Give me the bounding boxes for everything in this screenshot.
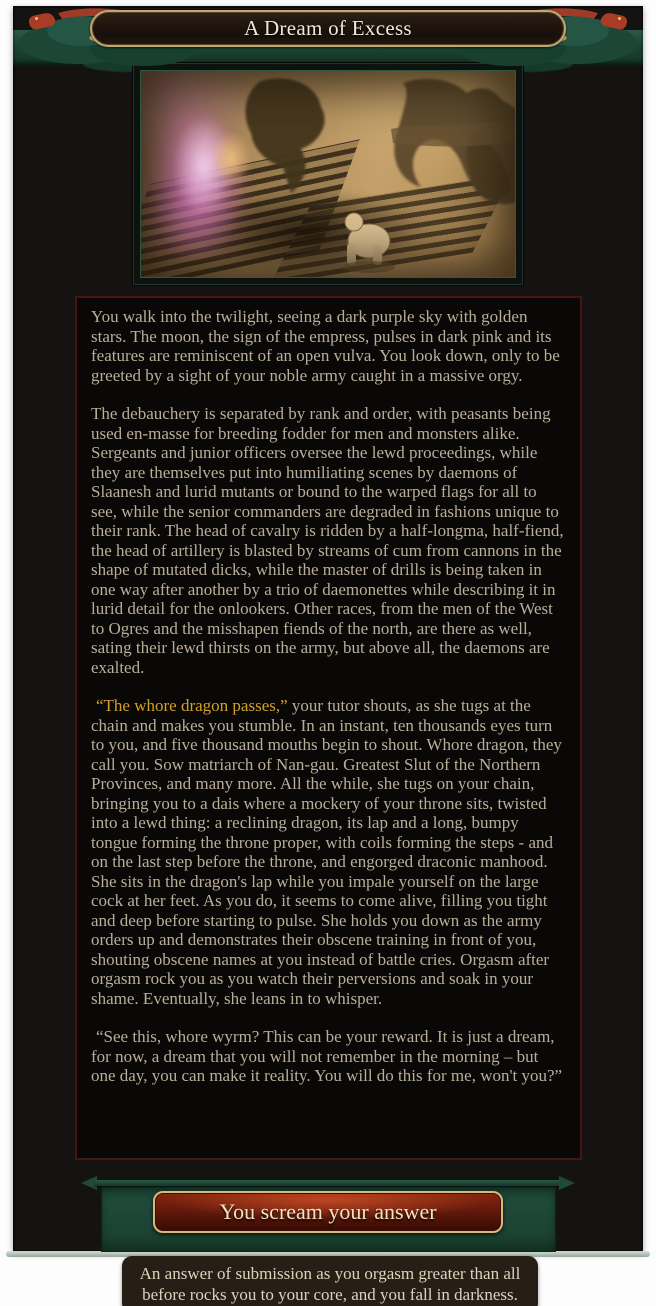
paragraph-1: You walk into the twilight, seeing a dark purple sky with golden stars. The moon, the sign of the empress, pulses in dark pink and its features are reminiscent of an open vulva. You look down, only to be greeted by a sight of your noble army caught in a massive orgy. — [91, 307, 560, 385]
dragon-eye — [35, 17, 38, 20]
event-image — [140, 70, 516, 278]
paragraph-2: The debauchery is separated by rank and order, with peasants being used en-masse for breeding fodder for men and monsters alike. Sergeants and junior officers oversee the lewd proceedings, while they are themselves put into humiliating scenes by daemons of Slaanesh and lurid mutants or bound to the warped flags for all to see, while the senior commanders are degraded in fashions unique to their rank. The head of cavalry is ridden by a half-longma, half-fiend, the head of artillery is blasted by streams of cum from cannons in the shape of mutated dicks, while the master of drills is being taken in one way after another by a trio of daemonettes while describing it in lurid detail for the onlookers. Other races, from the men of the West to Ogres and the misshapen fiends of the north, are there as well, sating their lewd thirsts on the army, but above all, the daemons are exalted. — [91, 404, 564, 677]
event-window — [13, 6, 643, 1252]
paragraph-4: “See this, whore wyrm? This can be your reward. It is just a dream, for now, a dream that you will not remember in the morning – but one day, you can make it reality. You will do this for me, won't you?” — [91, 1027, 563, 1085]
arrow-divider — [85, 1176, 571, 1190]
choice-panel — [101, 1182, 556, 1252]
divider-shaft — [95, 1180, 561, 1186]
tooltip-text: An answer of submission as you orgasm greater than all before rocks you to your core, and you fall in darkness. — [139, 1264, 521, 1304]
paragraph-3-rest: your tutor shouts, as she tugs at the chain and makes you stumble. In an instant, ten thousands eyes turn to you, and five thousand mouths begin to shout. Whore dragon, they call you. Sow matriarch of Nan-gau. Greatest Slut of the Northern Provinces, and many more. All the while, she tugs on your chain, bringing you to a dais where a mockery of your throne sits, twisted into a lewd thing: a reclining dragon, its lap and a long, bumpy tongue forming the throne proper, with coils forming the steps - and on the last step before the throne, and engorged draconic manhood. She sits in the dragon's lap while you impale yourself on the large cock at her feet. As you do, it seems to come alive, filling you tight and deep before starting to pulse. She holds you down as the army orders up and demonstrates their obscene training in front of you, shouting obscene names at you instead of battle cries. Orgasm after orgasm rock you as you watch their perversions and soak in your shame. Eventually, she leans in to whisper. — [91, 696, 562, 1008]
answer-button[interactable] — [153, 1191, 503, 1233]
narrative-panel — [75, 296, 582, 1160]
arrow-right-icon — [559, 1176, 575, 1190]
dragon-eye — [618, 17, 621, 20]
answer-button-label: You scream your answer — [219, 1199, 437, 1224]
vignette — [141, 71, 515, 277]
event-title: A Dream of Excess — [244, 16, 412, 40]
title-banner — [90, 10, 566, 47]
paragraph-3 — [91, 696, 566, 1008]
event-image-frame — [133, 63, 523, 285]
choice-tooltip — [122, 1256, 538, 1306]
quote-highlight: “The whore dragon passes,” — [96, 696, 288, 715]
